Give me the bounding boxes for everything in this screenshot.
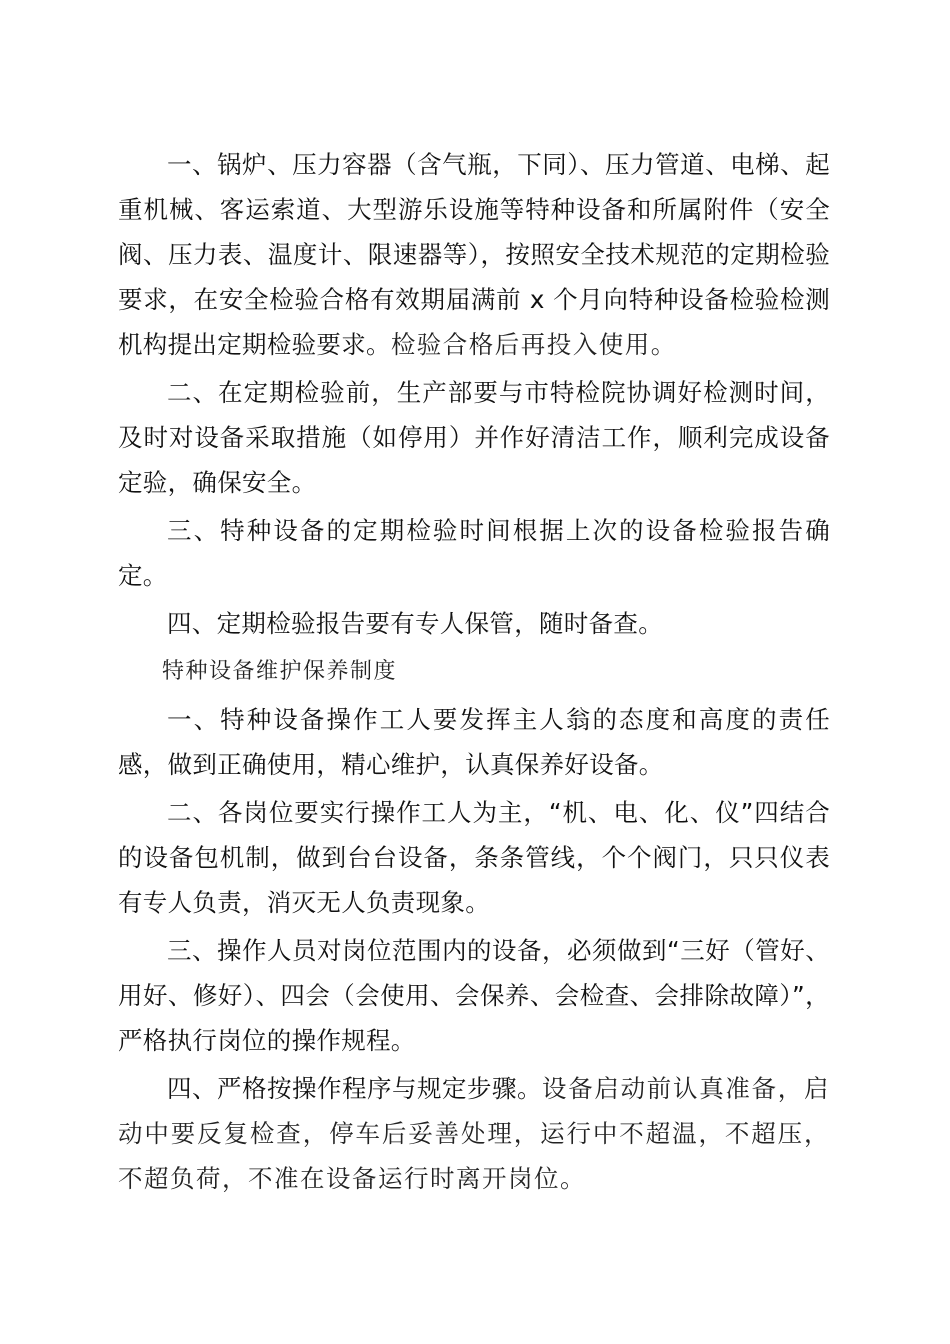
- paragraph-1: [118, 142, 830, 367]
- paragraph-2-text: 二、在定期检验前，生产部要与市特检院协调好检测时间，及时对设备采取措施（如停用）并作好清洁工作，顺利完成设备定验，确保安全。: [118, 378, 830, 497]
- paragraph-3-text: 三、特种设备的定期检验时间根据上次的设备检验报告确定。: [118, 516, 830, 590]
- section-title: 特种设备维护保养制度: [162, 659, 398, 684]
- paragraph-8-text: 四、严格按操作程序与规定步骤。: [167, 1074, 542, 1103]
- paragraph-7: [118, 928, 830, 1063]
- paragraph-4-text: 四、定期检验报告要有专人保管，随时备查。: [167, 609, 663, 638]
- paragraph-1-text: 一、锅炉、压力容器（含气瓶，下同）、压力管道、电梯、起重机械、客运索道、大型游乐设施等特种设备和所属附件（安全阀、压力表、温度计、限速器等），按照安全技术规范的定期检验要求，在安全检验合格有效期届满前 x 个月向特种设备检验检测机构提出定期检验要求。: [118, 150, 830, 359]
- paragraph-8: [118, 1066, 830, 1201]
- paragraph-6: [118, 790, 830, 925]
- paragraph-3: [118, 508, 830, 598]
- paragraph-6-text: 二、各岗位要实行操作工人为主，“机、电、化、仪”四结合的设备包机制，做到台台设备，条条管线，个个阀门，只只仪表有专人负责，消灭无人负责现象。: [118, 798, 830, 917]
- paragraph-5: [118, 697, 830, 787]
- paragraph-7-text: 三、操作人员对岗位范围内的设备，必须做到“三好（管好、用好、修好）、四会（会使用、会保养、会检查、会排除故障）”，严格执行岗位的操作规程。: [118, 936, 830, 1055]
- paragraph-1-extra: 检验合格后再投入使用。: [390, 330, 677, 359]
- paragraph-2: [118, 370, 830, 505]
- paragraph-8-extra: 设备启动前认真准备，启动中要反复检查，停车后妥善处理，运行中不超温，不超压，不超负荷，不准在设备运行时离开岗位。: [118, 1074, 830, 1193]
- paragraph-5-text: 一、特种设备操作工人要发挥主人翁的态度和高度的责任感，做到正确使用，精心维护，认真保养好设备。: [118, 705, 830, 779]
- paragraph-4: [118, 601, 830, 646]
- document-body: [118, 142, 830, 1201]
